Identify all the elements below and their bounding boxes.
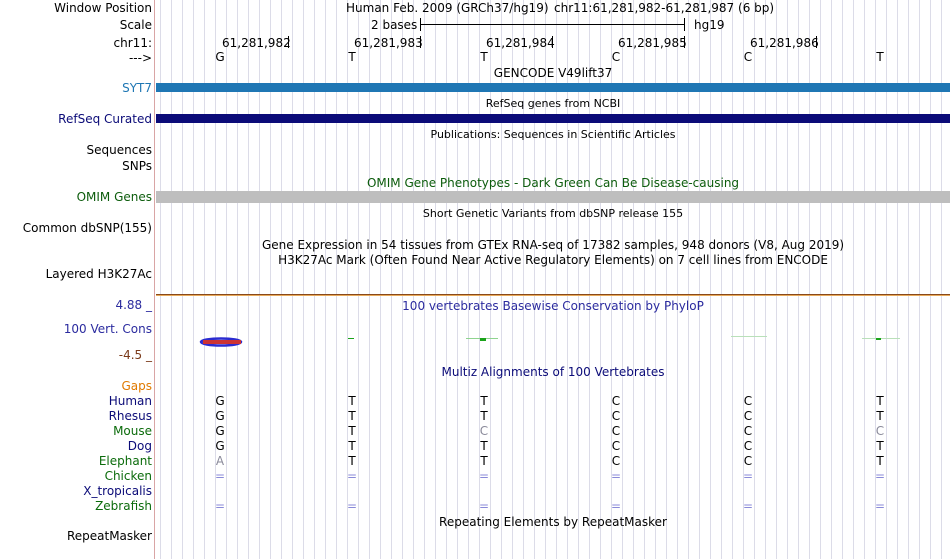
alignment-base: T — [348, 409, 356, 423]
phylop-mark-2 — [348, 338, 354, 339]
alignment-base: T — [876, 439, 884, 453]
alignment-base: T — [876, 454, 884, 468]
alignment-base: C — [611, 424, 621, 438]
alignment-base: = — [346, 499, 358, 513]
alignment-base: T — [348, 394, 356, 408]
gencode-title[interactable]: GENCODE V49lift37 — [493, 66, 613, 80]
species-label[interactable]: Human — [108, 394, 152, 408]
phylop-title[interactable]: 100 vertebrates Basewise Conservation by PhyloP — [402, 299, 704, 313]
phylop-max: 4.88 _ — [115, 298, 152, 312]
alignment-base: G — [215, 394, 225, 408]
omim-gene-bar[interactable] — [156, 191, 950, 203]
ruler-label: 61,281,986 — [750, 36, 819, 50]
scale-label: Scale — [119, 18, 152, 32]
alignment-base: = — [742, 499, 754, 513]
alignment-base: C — [743, 394, 753, 408]
alignment-base: = — [610, 499, 622, 513]
alignment-base: T — [480, 454, 488, 468]
alignment-base: T — [348, 424, 356, 438]
alignment-base: T — [480, 394, 488, 408]
ruler-label: 61,281,983 — [354, 36, 423, 50]
phylop-mark-4 — [480, 338, 486, 341]
sequences-label[interactable]: Sequences — [86, 143, 152, 157]
omim-title[interactable]: OMIM Gene Phenotypes - Dark Green Can Be Disease-causing — [366, 176, 740, 190]
alignment-base: G — [215, 439, 225, 453]
syt7-label[interactable]: SYT7 — [122, 81, 152, 95]
alignment-base: C — [743, 409, 753, 423]
ruler-label: 61,281,984 — [486, 36, 555, 50]
assembly-title: Human Feb. 2009 (GRCh37/hg19) — [346, 1, 549, 15]
ruler-label: 61,281,985 — [618, 36, 687, 50]
alignment-base: = — [214, 469, 226, 483]
species-label[interactable]: Zebrafish — [95, 499, 152, 513]
alignment-base: T — [876, 394, 884, 408]
repeat-title[interactable]: Repeating Elements by RepeatMasker — [439, 515, 667, 529]
alignment-base: C — [611, 454, 621, 468]
alignment-base: T — [480, 439, 488, 453]
h3k27-signal — [156, 295, 950, 296]
alignment-base: A — [215, 454, 225, 468]
alignment-base: = — [478, 469, 490, 483]
dbsnp-title[interactable]: Short Genetic Variants from dbSNP release 155 — [422, 207, 684, 220]
alignment-base: C — [743, 454, 753, 468]
refseq-title[interactable]: RefSeq genes from NCBI — [485, 97, 621, 110]
alignment-base: C — [611, 409, 621, 423]
scale-text: 2 bases — [371, 18, 418, 32]
sequence-base: T — [876, 50, 884, 64]
scale-bar-left-tick — [420, 18, 421, 31]
omim-label[interactable]: OMIM Genes — [76, 190, 152, 204]
scale-bar-right-tick — [684, 18, 685, 31]
repeat-label[interactable]: RepeatMasker — [66, 529, 152, 543]
alignment-base: G — [215, 424, 225, 438]
alignment-base: C — [611, 394, 621, 408]
phylop-label[interactable]: 100 Vert. Cons — [63, 322, 152, 336]
gtex-title[interactable]: Gene Expression in 54 tissues from GTEx RNA-seq of 17382 samples, 948 donors (V8, Aug 2019) — [261, 238, 845, 252]
alignment-base: = — [742, 469, 754, 483]
sequence-base: C — [743, 50, 753, 64]
alignment-base: T — [480, 409, 488, 423]
alignment-base: T — [348, 439, 356, 453]
scale-bar — [420, 24, 684, 25]
species-label[interactable]: Dog — [127, 439, 152, 453]
alignment-base: C — [479, 424, 489, 438]
phylop-mark-5 — [731, 336, 767, 337]
alignment-base: T — [876, 409, 884, 423]
dbsnp-label[interactable]: Common dbSNP(155) — [22, 221, 152, 235]
alignment-base: = — [610, 469, 622, 483]
phylop-mark-1 — [201, 339, 241, 346]
window-position-label: Window Position — [54, 1, 152, 15]
species-label[interactable]: Elephant — [98, 454, 152, 468]
label-separator — [154, 0, 155, 559]
refseq-gene-bar[interactable] — [156, 114, 950, 123]
ruler-label: 61,281,982 — [222, 36, 291, 50]
syt7-gene-bar[interactable] — [156, 83, 950, 92]
alignment-base: C — [875, 424, 885, 438]
species-label[interactable]: X_tropicalis — [83, 484, 152, 498]
alignment-base: C — [743, 439, 753, 453]
gaps-label[interactable]: Gaps — [121, 379, 152, 393]
alignment-base: T — [348, 454, 356, 468]
multiz-title[interactable]: Multiz Alignments of 100 Vertebrates — [441, 365, 665, 379]
position-text[interactable]: chr11:61,281,982-61,281,987 (6 bp) — [554, 1, 775, 15]
h3k27-label[interactable]: Layered H3K27Ac — [45, 267, 152, 281]
species-label[interactable]: Mouse — [113, 424, 152, 438]
snps-label[interactable]: SNPs — [122, 159, 152, 173]
alignment-base: = — [874, 499, 886, 513]
alignment-base: = — [874, 469, 886, 483]
species-label[interactable]: Chicken — [104, 469, 152, 483]
phylop-min: -4.5 _ — [118, 348, 152, 362]
scale-db: hg19 — [694, 18, 725, 32]
sequence-base: T — [348, 50, 356, 64]
sequence-base: G — [215, 50, 225, 64]
h3k27-title[interactable]: H3K27Ac Mark (Often Found Near Active Regulatory Elements) on 7 cell lines from ENCODE — [278, 253, 828, 267]
phylop-graph — [156, 330, 950, 350]
sequence-base: T — [480, 50, 488, 64]
phylop-mark-7 — [876, 338, 881, 340]
refseq-label[interactable]: RefSeq Curated — [58, 112, 152, 126]
alignment-base: = — [214, 499, 226, 513]
sequence-base: C — [611, 50, 621, 64]
alignment-base: C — [611, 439, 621, 453]
strand-label: ---> — [128, 51, 152, 65]
alignment-base: = — [478, 499, 490, 513]
alignment-base: G — [215, 409, 225, 423]
species-label[interactable]: Rhesus — [108, 409, 152, 423]
chrom-label: chr11: — [113, 36, 152, 50]
alignment-base: C — [743, 424, 753, 438]
pubs-title[interactable]: Publications: Sequences in Scientific Articles — [430, 128, 676, 141]
alignment-base: = — [346, 469, 358, 483]
